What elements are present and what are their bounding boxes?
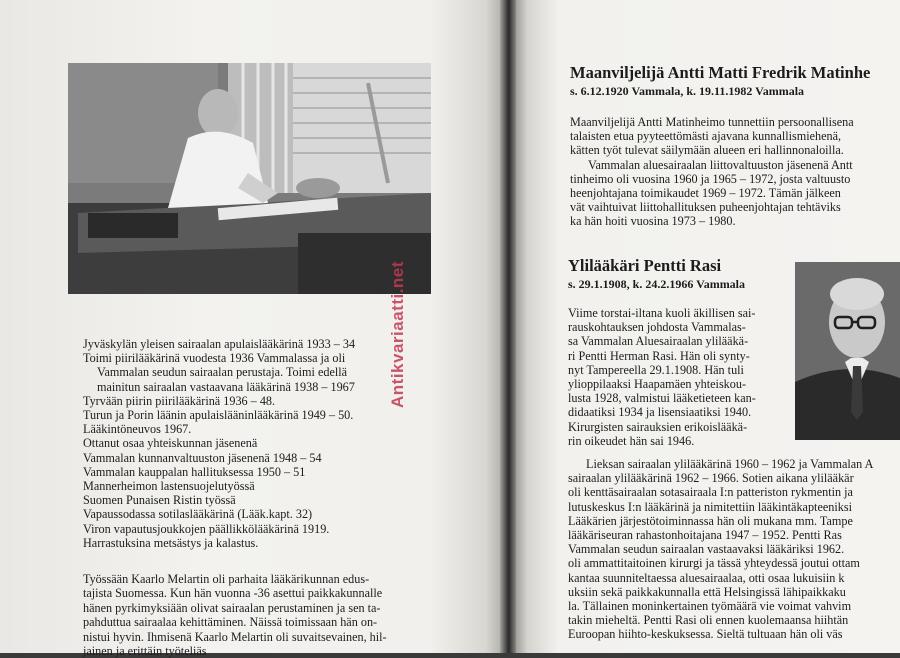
text-line: la. Tällainen moninkertainen työmäärä vie voimat vahvim	[568, 599, 852, 614]
text-line: ylioppilaaksi Haapamäen yhteiskou-	[568, 377, 747, 392]
text-line: Vammalan seudun sairaalan vastaavaksi lääkäriksi 1962.	[568, 542, 845, 557]
section-heading-matinheimo: Maanviljelijä Antti Matti Fredrik Matinhe	[570, 63, 871, 82]
bio-line: tajista Suomessa. Kun hän vuonna -36 asettui paikkakunnalle	[83, 586, 383, 601]
text-line: sairaalan ylilääkärinä 1962 – 1966. Sotien aikana ylilääkär	[568, 471, 854, 486]
text-line: rauskohtauksen johdosta Vammalas-	[568, 320, 746, 335]
text-line: kantaa suunniteltaessa aluesairaalaa, otti osaa lukuisiin k	[568, 570, 845, 585]
career-line: Lääkintöneuvos 1967.	[83, 422, 192, 437]
book-gutter	[500, 0, 516, 653]
bio-line: hänen pyrkimyksiään olivat sairaalan perustaminen ja sen ta-	[83, 600, 381, 615]
text-line: Maanviljelijä Antti Matinheimo tunnettiin persoonallisena	[570, 115, 854, 129]
text-line: rin oikeudet hän sai 1946.	[568, 433, 695, 448]
text-line: lusta 1928, valmistui lääketieteen kan-	[568, 391, 756, 406]
text-line: Viime torstai-iltana kuoli äkillisen sai-	[568, 306, 756, 320]
text-line: Lääkärien järjestötoiminnassa hän oli mukana mm. Tampe	[568, 513, 853, 528]
bio-line: Työssään Kaarlo Melartin oli parhaita lääkärikunnan edus-	[83, 572, 370, 586]
text-line: kätten työt tulevat säilymään alueen eri hallinnonaloilla.	[570, 143, 844, 158]
career-line: Harrastuksina metsästys ja kalastus.	[83, 535, 259, 550]
career-line: Suomen Punaisen Ristin työssä	[83, 493, 236, 508]
career-list	[83, 337, 423, 550]
career-line: mainitun sairaalan vastaavana lääkärinä 1938 – 1967	[97, 379, 355, 394]
career-line: Turun ja Porin läänin apulaislääninlääkärinä 1949 – 50.	[83, 408, 354, 423]
career-line: Mannerheimon lastensuojelutyössä	[83, 479, 255, 494]
bio-line: jainen ja erittäin työteliäs	[83, 644, 207, 658]
biography-paragraph	[83, 572, 433, 658]
text-line: lääkäriseuran rahastonhoitajana 1947 – 1952. Pentti Ras	[568, 528, 842, 543]
section-dates-matinheimo: s. 6.12.1920 Vammala, k. 19.11.1982 Vammala	[570, 84, 805, 98]
matinheimo-text	[570, 115, 854, 229]
text-line: nyt Tampereella 29.1.1908. Hän tuli	[568, 362, 744, 377]
text-line: uksiin sekä paikkakunnalla että Helsingissä lähipaikkaku	[568, 584, 846, 599]
career-line: Viron vapautusjoukkojen päällikkölääkärinä 1919.	[83, 521, 330, 536]
text-line: heenjohtajana toimikaudet 1969 – 1972. Tämän jälkeen	[570, 186, 841, 201]
text-line: oli kenttäsairaalan sotasairaala I:n patteriston rykmentin ja	[568, 485, 853, 500]
text-line: ka hän hoiti vuosina 1973 – 1980.	[570, 214, 736, 229]
doctor-at-desk-photo	[68, 63, 431, 294]
watermark-text: Antikvariaatti.net	[388, 261, 407, 408]
text-line: Kirurgisten sairauksien erikoislääkä-	[568, 419, 748, 434]
career-line: Vammalan kauppalan hallituksessa 1950 – 51	[83, 464, 306, 479]
text-line: sa Vammalan Aluesairaalan ylilääkä-	[568, 334, 749, 349]
text-line: Euroopan hiihto-keskuksessa. Sieltä tultuaan hän oli väs	[568, 627, 843, 642]
rasi-text-narrow	[568, 306, 756, 448]
pentti-rasi-portrait	[795, 262, 900, 440]
section-heading-rasi: Ylilääkäri Pentti Rasi	[568, 256, 722, 275]
career-line: Jyväskylän yleisen sairaalan apulaislääkärinä 1933 – 34	[83, 337, 356, 351]
text-line: didaatiksi 1934 ja lisensiaatiksi 1940.	[568, 405, 752, 420]
text-line: tinheimo oli vuosina 1960 ja 1965 – 1972, josta valtuusto	[570, 171, 851, 186]
text-line: ri Pentti Herman Rasi. Hän oli synty-	[568, 348, 750, 363]
career-line: Vammalan seudun sairaalan perustaja. Toimi edellä	[97, 365, 348, 380]
text-line: oli ammattitaitoinen kirurgi ja tässä yhteydessä joutui ottam	[568, 556, 860, 571]
rasi-text-wide	[568, 457, 873, 642]
text-line: talaisten etua pyyteettömästi ajavana kunnallismiehenä,	[570, 129, 842, 144]
text-line: takin mieheltä. Pentti Rasi oli ennen kuolemaansa hiihtän	[568, 613, 849, 628]
text-line: Lieksan sairaalan ylilääkärinä 1960 – 1962 ja Vammalan A	[586, 457, 874, 471]
career-line: Tyrvään piirin piirilääkärinä 1936 – 48.	[83, 393, 276, 408]
section-dates-rasi: s. 29.1.1908, k. 24.2.1966 Vammala	[568, 277, 746, 291]
text-line: lutuskeskus I:n lääkärinä ja nimitettiin lääkintäkapteeniksi	[568, 499, 852, 514]
career-line: Vammalan kunnanvaltuuston jäsenenä 1948 – 54	[83, 450, 322, 465]
career-line: Vapaussodassa sotilaslääkärinä (Lääk.kapt. 32)	[83, 507, 313, 522]
bio-line: pahduttua sairaalaa kehittäminen. Näissä toimissaan hän on-	[83, 615, 378, 630]
career-line: Ottanut osaa yhteiskunnan jäsenenä	[83, 436, 258, 451]
bio-line: nistui hyvin. Ihmisenä Kaarlo Melartin oli suvaitsevainen, hil-	[83, 629, 387, 644]
text-line: vät vaihtuivat liittohallituksen puheenjohtajan tehtäviks	[570, 200, 841, 215]
career-line: Toimi piirilääkärinä vuodesta 1936 Vammalassa ja oli	[83, 351, 346, 366]
text-line: Vammalan aluesairaalan liittovaltuuston jäsenenä Antt	[588, 157, 853, 172]
